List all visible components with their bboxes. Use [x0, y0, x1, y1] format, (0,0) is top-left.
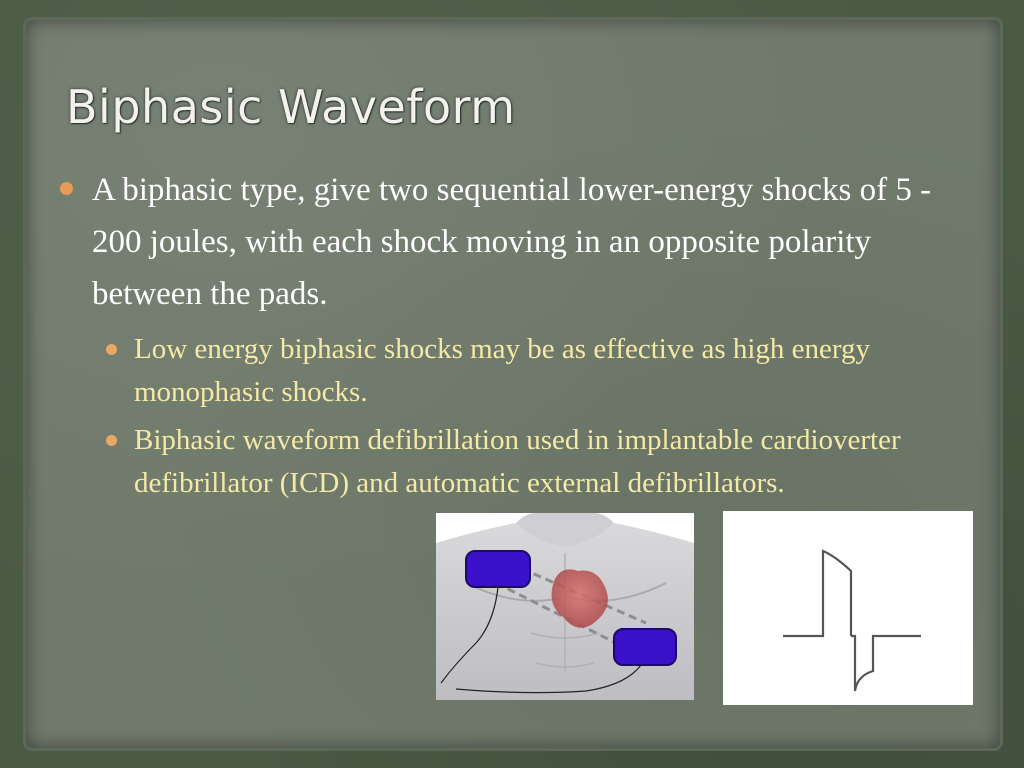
- bullet-list: [60, 164, 960, 510]
- waveform-image: [723, 511, 973, 705]
- chest-illustration: [436, 513, 694, 700]
- slide-title: Biphasic Waveform: [66, 80, 516, 134]
- sub-bullet-icon: [106, 435, 117, 446]
- bullet-text: A biphasic type, give two sequential lower-energy shocks of 5 - 200 joules, with each shock moving in an opposite polarity between the pads.: [92, 172, 932, 312]
- sub-bullet-item: [104, 419, 944, 505]
- biphasic-waveform-diagram: [723, 511, 973, 705]
- bullet-icon: [60, 182, 73, 195]
- sub-bullet-text: Low energy biphasic shocks may be as effective as high energy monophasic shocks.: [134, 333, 871, 408]
- sub-bullet-text: Biphasic waveform defibrillation used in implantable cardioverter defibrillator (ICD) and automatic external defibrillators.: [134, 424, 901, 499]
- bullet-item: [60, 164, 962, 320]
- chest-pads-image: [436, 513, 694, 700]
- sub-bullet-item: [104, 328, 944, 414]
- sub-bullet-list: [104, 328, 944, 505]
- sub-bullet-icon: [106, 344, 117, 355]
